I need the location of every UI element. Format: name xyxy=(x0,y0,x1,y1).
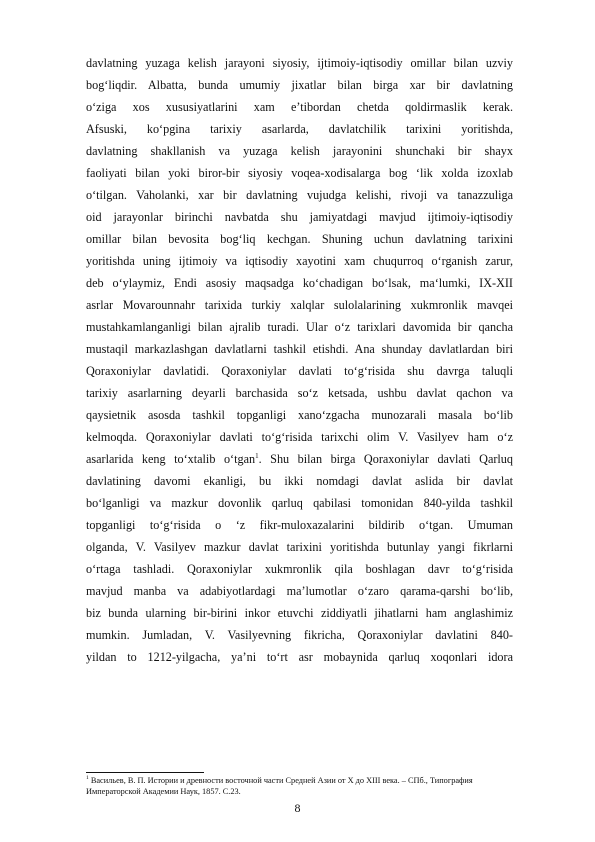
text-line: bog‘liqdir. Albatta, bunda umumiy jixatlar bilan birga xar bir davlatning xyxy=(86,78,513,92)
text-line: bo‘lganligi va mazkur dovonlik qarluq qabilasi tomonidan 840-yilda tashkil xyxy=(86,496,513,510)
text-line: topganligi to‘g‘risida o ‘z fikr-muloxazalarini bildirib o‘tgan. Umuman xyxy=(86,518,513,532)
text-line: deb o‘ylaymiz, Endi asosiy maqsadga ko‘chadigan bo‘lsak, ma‘lumki, IX-XII xyxy=(86,276,513,290)
text-line: kelmoqda. Qoraxoniylar davlati to‘g‘risida tarixchi olim V. Vasilyev ham o‘z xyxy=(86,430,513,444)
body-text xyxy=(86,52,513,668)
page-number: 8 xyxy=(294,801,301,815)
text-line: mumkin. Jumladan, V. Vasilyevning fikricha, Qoraxoniylar davlatini 840- xyxy=(86,628,513,642)
text-line: Qoraxoniylar davlatidi. Qoraxoniylar davlati to‘g‘risida shu davrga taluqli xyxy=(86,364,513,378)
footnote-divider xyxy=(86,772,204,773)
text-line: yoritishda uning ijtimoiy va iqtisodiy xayotini xam chuqurroq o‘rganish zarur, xyxy=(86,254,513,268)
text-line: tarixiy asarlarning deyarli barchasida so‘z ketsada, ushbu davlat qachon va xyxy=(86,386,513,400)
text-line: davlatning shakllanish va yuzaga kelish jarayonini shunchaki bir shayx xyxy=(86,144,513,158)
footnote-marker: 1 xyxy=(86,775,89,782)
text-line: asrlar Movarounnahr tarixida turkiy xalqlar sulolalarining xukmronlik mavqei xyxy=(86,298,513,312)
text-line: o‘ziga xos xususiyatlarini xam e’tibordan chetda qoldirmaslik kerak. xyxy=(86,100,513,114)
text-line: davlatning yuzaga kelish jarayoni siyosiy, ijtimoiy-iqtisodiy omillar bilan uzviy xyxy=(86,56,513,70)
text-line: oid jarayonlar birinchi navbatda shu jamiyatdagi mavjud ijtimoiy-iqtisodiy xyxy=(86,210,513,224)
text-line-with-footnote xyxy=(86,448,513,470)
text-line: o‘tilgan. Vaholanki, xar bir davlatning vujudga kelishi, rivoji va tanazzuliga xyxy=(86,188,513,202)
footnote xyxy=(86,776,516,797)
text-segment: . Shu bilan birga Qoraxoniylar davlati Qarluq xyxy=(258,452,513,466)
text-line: o‘rtaga tashladi. Qoraxoniylar xukmronlik qila boshlagan davr to‘g‘risida xyxy=(86,562,513,576)
footnote-text: Васильев, В. П. Истории и древности восточной части Средней Азии от X до XIII века. – СПб., Типография Императорской Академии Наук, 1857. С.23. xyxy=(86,776,473,796)
text-line: omillar bilan bevosita bog‘liq kechgan. Shuning uchun davlatning tarixini xyxy=(86,232,513,246)
text-line: olganda, V. Vasilyev mazkur davlat tarixini yoritishda butunlay yangi fikrlarni xyxy=(86,540,513,554)
text-line: Afsuski, ko‘pgina tarixiy asarlarda, davlatchilik tarixini yoritishda, xyxy=(86,122,513,136)
text-line: mavjud manba va adabiyotlardagi ma’lumotlar o‘zaro qarama-qarshi bo‘lib, xyxy=(86,584,513,598)
text-segment: asarlarida keng to‘xtalib o‘tgan xyxy=(86,452,256,466)
text-line: qaysietnik asosda tashkil topganligi xano‘zgacha munozarali masala bo‘lib xyxy=(86,408,513,422)
text-line: faoliyati bilan yoki biror-bir siyosiy voqea-xodisalarga bog ‘lik xolda izoxlab xyxy=(86,166,513,180)
text-line: mustaqil markazlashgan davlatlarni tashkil etishdi. Ana shunday davlatlardan biri xyxy=(86,342,513,356)
text-line: mustahkamlanganligi bilan ajralib turadi. Ular o‘z tarixlari davomida bir qancha xyxy=(86,320,513,334)
footnote-reference[interactable]: 1 xyxy=(255,451,259,460)
text-line: davlatining davomi ekanligi, bu ikki nomdagi davlat aslida bir davlat xyxy=(86,474,513,488)
text-line: yildan to 1212-yilgacha, ya’ni to‘rt asr mobaynida qarluq xoqonlari idora xyxy=(86,650,513,664)
text-line: biz bunda ularning bir-birini inkor etuvchi ziddiyatli jihatlarni ham anglashimiz xyxy=(86,606,513,620)
